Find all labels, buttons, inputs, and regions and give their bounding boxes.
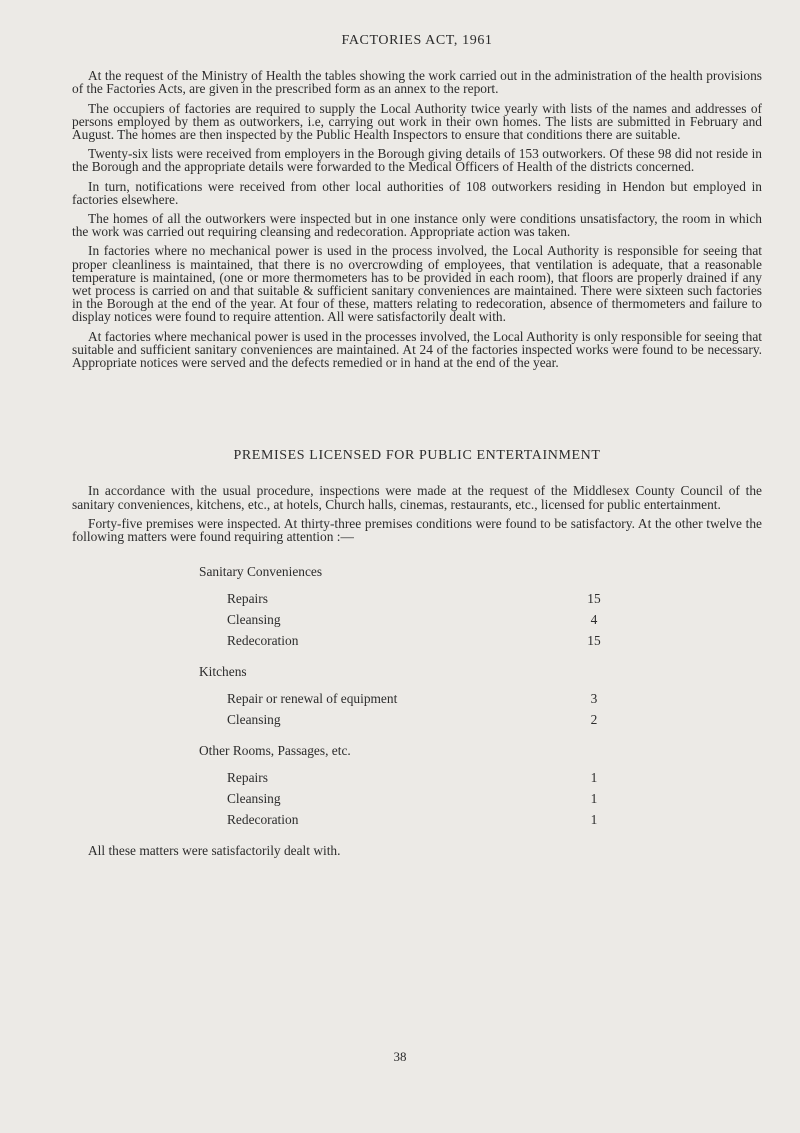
item-value: 1 xyxy=(590,770,598,786)
item-label: Repair or renewal of equipment xyxy=(227,691,398,707)
factories-paragraph-4: In turn, notifications were received from other local authorities of 108 outworkers residing in Hendon but employed in factories elsewhere. xyxy=(72,178,762,207)
matters-list xyxy=(199,565,619,830)
list-item xyxy=(199,588,619,609)
list-item xyxy=(199,788,619,809)
item-value: 3 xyxy=(590,691,598,707)
factories-paragraph-2: The occupiers of factories are required to supply the Local Authority twice yearly with lists of the names and addresses of persons employed by them as outworkers, i.e, carrying out work in their own homes. The lists are submitted in February and August. The homes are then inspected by the Public Health Inspectors to ensure that conditions there are suitable. xyxy=(72,100,762,143)
premises-title: PREMISES LICENSED FOR PUBLIC ENTERTAINMENT xyxy=(233,448,601,464)
item-value: 1 xyxy=(590,812,598,828)
list-item xyxy=(199,688,619,709)
item-value: 2 xyxy=(590,712,598,728)
item-label: Cleansing xyxy=(227,712,281,728)
group-heading: Other Rooms, Passages, etc. xyxy=(199,743,351,759)
group-heading: Sanitary Conveniences xyxy=(199,564,323,580)
item-value: 1 xyxy=(590,791,598,807)
factories-paragraph-6: In factories where no mechanical power is used in the process involved, the Local Authority is responsible for seeing that proper cleanliness is maintained, that there is no overcrowding of employees, that ventilation is adequate, that a reasonable temperature is maintained, (one or more thermometers has to be provided in each room), that floors are properly drained if any wet process is carried on and that suitable & sufficient sanitary conveniences are maintained. There were sixteen such factories in the Borough at the end of the year. At four of these, matters relating to redecoration, absence of thermometers and failure to display notices were found to require attention. All were satisfactorily dealt with. xyxy=(72,243,762,325)
premises-paragraph-1: In accordance with the usual procedure, inspections were made at the request of the Middlesex County Council of the sanitary conveniences, kitchens, etc., at hotels, Church halls, cinemas, restaurants, etc., licensed for public entertainment. xyxy=(72,483,762,512)
section-spacer xyxy=(72,375,762,449)
group-other-rooms xyxy=(199,744,619,830)
factories-paragraph-7: At factories where mechanical power is used in the processes involved, the Local Authority is only responsible for seeing that suitable and sufficient sanitary conveniences are maintained. At 24 of the factories inspected works were found to be necessary. Appropriate notices were served and the defects remedied or in hand at the end of the year. xyxy=(72,328,762,371)
list-item xyxy=(199,809,619,830)
item-label: Cleansing xyxy=(227,612,281,628)
list-item xyxy=(199,709,619,730)
factories-paragraph-1: At the request of the Ministry of Health the tables showing the work carried out in the administration of the health provisions of the Factories Acts, are given in the prescribed form as an annex to the report. xyxy=(72,68,762,97)
item-value: 4 xyxy=(590,612,598,628)
page-number: 38 xyxy=(393,1049,407,1064)
list-item xyxy=(199,630,619,651)
item-label: Cleansing xyxy=(227,791,281,807)
list-item xyxy=(199,609,619,630)
item-label: Repairs xyxy=(227,591,268,607)
item-label: Redecoration xyxy=(227,633,299,649)
item-label: Repairs xyxy=(227,770,268,786)
closing-statement: All these matters were satisfactorily dealt with. xyxy=(88,843,341,859)
group-kitchens xyxy=(199,665,619,730)
factories-paragraph-3: Twenty-six lists were received from employers in the Borough giving details of 153 outworkers. Of these 98 did not reside in the Borough and the appropriate details were forwarded to the Medical Officers of Health of the districts concerned. xyxy=(72,146,762,175)
factories-paragraph-5: The homes of all the outworkers were inspected but in one instance only were conditions unsatisfactory, the room in which the work was carried out requiring cleansing and redecoration. Appropriate action was taken. xyxy=(72,211,762,240)
premises-paragraph-2: Forty-five premises were inspected. At thirty-three premises conditions were found to be satisfactory. At the other twelve the following matters were found requiring attention :— xyxy=(72,515,762,545)
list-item xyxy=(199,767,619,788)
factories-act-title: FACTORIES ACT, 1961 xyxy=(341,33,493,48)
item-value: 15 xyxy=(587,591,601,607)
group-sanitary-conveniences xyxy=(199,565,619,651)
item-label: Redecoration xyxy=(227,812,299,828)
item-value: 15 xyxy=(587,633,601,649)
group-heading: Kitchens xyxy=(199,664,247,680)
